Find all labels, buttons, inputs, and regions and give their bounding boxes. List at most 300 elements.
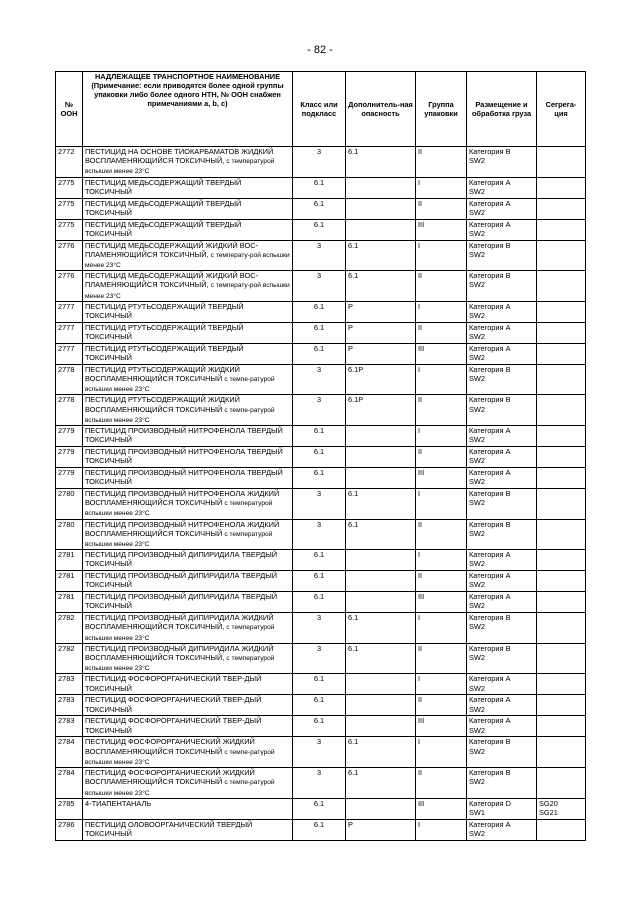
stowage-code: SW2 [469, 186, 486, 196]
page-number: - 82 - [307, 44, 333, 56]
segregation-cell [537, 819, 586, 840]
table-row [56, 364, 586, 395]
table-row [56, 643, 586, 674]
packing-group-cell: I [416, 550, 467, 571]
un-number-cell: 2778 [56, 395, 83, 426]
un-number-cell: 2780 [56, 519, 83, 550]
proper-name-text: ПЕСТИЦИД НА ОСНОВЕ ТИОКАРБАМАТОВ ЖИДКИЙ ВОСПЛАМЕНЯЮЩИЙСЯ ТОКСИЧНЫЙ, [85, 147, 274, 166]
proper-name-text: ПЕСТИЦИД ПРОИЗВОДНЫЙ НИТРОФЕНОЛА ТВЕРДЫЙ ТОКСИЧНЫЙ [85, 426, 283, 445]
packing-group-cell: II [416, 271, 467, 302]
stowage-category: Категория A [469, 468, 511, 478]
class-cell: 3 [293, 643, 346, 674]
stowage-category: Категория A [469, 592, 511, 602]
proper-name-text: ПЕСТИЦИД ФОСФОРОРГАНИЧЕСКИЙ ЖИДКИЙ ВОСПЛАМЕНЯЮЩИЙСЯ ТОКСИЧНЫЙ [85, 737, 255, 756]
segregation-cell [537, 447, 586, 468]
un-number-cell: 2775 [56, 177, 83, 198]
table-row [56, 147, 586, 178]
header-proper-name-note: (Примечание: если приводятся более одной группы упаковки либо более одного НТН, № ООН снабжен примечаниями a, b, c) [91, 81, 284, 108]
packing-group-cell: I [416, 240, 467, 271]
proper-name-text: ПЕСТИЦИД ПРОИЗВОДНЫЙ ДИПИРИДИЛА ТВЕРДЫЙ ТОКСИЧНЫЙ [85, 571, 278, 590]
class-cell: 6.1 [293, 592, 346, 613]
packing-group-cell: I [416, 674, 467, 695]
class-cell: 3 [293, 613, 346, 644]
subsidiary-risk-cell [346, 426, 416, 447]
proper-name-cell [83, 716, 293, 737]
class-cell: 3 [293, 240, 346, 271]
segregation-cell [537, 571, 586, 592]
stowage-code: SW2 [469, 528, 486, 538]
un-number-cell: 2783 [56, 674, 83, 695]
stowage-code: SW2 [469, 601, 486, 611]
subsidiary-risk-cell [346, 447, 416, 468]
packing-group-cell: I [416, 489, 467, 520]
stowage-category: Категория B [469, 147, 511, 156]
un-number-cell: 2786 [56, 819, 83, 840]
subsidiary-risk-cell: 6.1 [346, 147, 416, 178]
stowage-category: Категория A [469, 819, 511, 829]
class-cell: 3 [293, 489, 346, 520]
stowage-category: Категория A [469, 716, 511, 726]
packing-group-cell: II [416, 768, 467, 799]
segregation-cell [537, 737, 586, 768]
class-cell: 6.1 [293, 177, 346, 198]
table-row [56, 674, 586, 695]
segregation-cell [537, 674, 586, 695]
table-row [56, 613, 586, 644]
stowage-code: SW2 [469, 777, 486, 787]
packing-group-cell: II [416, 695, 467, 716]
flash-point-note: с темпе-ратурой вспышки менее 23°С [85, 779, 275, 797]
packing-group-cell: II [416, 447, 467, 468]
flash-point-note: с температу-рой вспышки менее 23°С [85, 251, 290, 270]
stowage-cell [467, 426, 537, 447]
proper-name-cell [83, 322, 293, 343]
stowage-category: Категория A [469, 219, 511, 229]
subsidiary-risk-cell: 6.1 [346, 737, 416, 768]
flash-point-note: с температурой вспышки менее 23°С [85, 655, 275, 673]
table-body [56, 147, 586, 841]
subsidiary-risk-cell: P [346, 819, 416, 840]
stowage-code: SW2 [469, 725, 486, 735]
subsidiary-risk-cell [346, 695, 416, 716]
stowage-category: Категория B [469, 395, 511, 405]
un-number-cell: 2779 [56, 426, 83, 447]
un-number-cell: 2779 [56, 468, 83, 489]
table-row [56, 426, 586, 447]
table-row [56, 798, 586, 819]
packing-group-cell: III [416, 219, 467, 240]
segregation-cell [537, 395, 586, 426]
stowage-category: Категория B [469, 768, 511, 778]
stowage-code: SW2 [469, 228, 486, 238]
stowage-code: SW2 [469, 207, 486, 217]
table-row [56, 768, 586, 799]
class-cell: 6.1 [293, 695, 346, 716]
stowage-code: SW2 [469, 311, 486, 321]
segregation-cell [537, 147, 586, 178]
flash-point-note: с темпе-ратурой вспышки менее 23°С [85, 748, 275, 766]
table-row [56, 177, 586, 198]
header-class: Класс или подкласс [293, 72, 346, 147]
proper-name-text: ПЕСТИЦИД ФОСФОРОРГАНИЧЕСКИЙ ТВЕР-ДЫЙ ТОКСИЧНЫЙ [85, 716, 262, 735]
stowage-category: Категория B [469, 240, 511, 250]
segregation-cell [537, 240, 586, 271]
stowage-cell [467, 571, 537, 592]
un-number-cell: 2781 [56, 550, 83, 571]
stowage-cell [467, 219, 537, 240]
segregation-cell [537, 177, 586, 198]
proper-name-text: ПЕСТИЦИД ПРОИЗВОДНЫЙ ДИПИРИДИЛА ЖИДКИЙ ВОСПЛАМЕНЯЮЩИЙСЯ ТОКСИЧНЫЙ, [85, 613, 274, 632]
stowage-category: Категория B [469, 737, 511, 747]
stowage-code: SW2 [469, 280, 486, 290]
stowage-cell [467, 550, 537, 571]
class-cell: 6.1 [293, 219, 346, 240]
subsidiary-risk-cell [346, 798, 416, 819]
proper-name-text: ПЕСТИЦИД ОЛОВООРГАНИЧЕСКИЙ ТВЕРДЫЙ ТОКСИЧНЫЙ [85, 819, 253, 838]
stowage-cell [467, 301, 537, 322]
subsidiary-risk-cell: 6.1 [346, 489, 416, 520]
proper-name-text: ПЕСТИЦИД ФОСФОРОРГАНИЧЕСКИЙ ТВЕР-ДЫЙ ТОКСИЧНЫЙ [85, 695, 262, 714]
stowage-code: SW2 [469, 353, 486, 363]
un-number-cell: 2776 [56, 271, 83, 302]
packing-group-cell: I [416, 426, 467, 447]
segregation-cell [537, 489, 586, 520]
subsidiary-risk-cell [346, 674, 416, 695]
flash-point-note: с температурой вспышки менее 23°С [85, 158, 275, 176]
stowage-code: SW2 [469, 332, 486, 342]
proper-name-cell [83, 177, 293, 198]
segregation-cell [537, 271, 586, 302]
subsidiary-risk-cell [346, 592, 416, 613]
proper-name-text: ПЕСТИЦИД ПРОИЗВОДНЫЙ НИТРОФЕНОЛА ЖИДКИЙ ВОСПЛАМЕНЯЮЩИЙСЯ ТОКСИЧНЫЙ [85, 489, 280, 508]
class-cell: 3 [293, 768, 346, 799]
packing-group-cell: II [416, 519, 467, 550]
segregation-cell [537, 468, 586, 489]
un-number-cell: 2777 [56, 343, 83, 364]
un-number-cell: 2783 [56, 695, 83, 716]
proper-name-cell [83, 695, 293, 716]
packing-group-cell: II [416, 571, 467, 592]
proper-name-text: 4-ТИАПЕНТАНАЛЬ [85, 798, 152, 808]
segregation-cell [537, 198, 586, 219]
segregation-cell [537, 768, 586, 799]
segregation-code-2: SG21 [539, 807, 558, 817]
stowage-code: SW2 [469, 704, 486, 714]
stowage-code: SW2 [469, 622, 486, 632]
segregation-cell [537, 426, 586, 447]
stowage-category: Категория A [469, 674, 511, 684]
subsidiary-risk-cell [346, 219, 416, 240]
header-subsidiary-risk: Дополнитель-ная опасность [346, 72, 416, 147]
stowage-code: SW2 [469, 559, 486, 569]
table-row [56, 571, 586, 592]
un-number-cell: 2784 [56, 768, 83, 799]
subsidiary-risk-cell [346, 550, 416, 571]
subsidiary-risk-cell: 6.1 [346, 519, 416, 550]
proper-name-cell [83, 674, 293, 695]
stowage-cell [467, 613, 537, 644]
table-row [56, 219, 586, 240]
segregation-cell [537, 550, 586, 571]
stowage-cell [467, 240, 537, 271]
stowage-cell [467, 695, 537, 716]
subsidiary-risk-cell [346, 177, 416, 198]
class-cell: 6.1 [293, 716, 346, 737]
subsidiary-risk-cell [346, 198, 416, 219]
un-number-cell: 2782 [56, 613, 83, 644]
subsidiary-risk-cell: 6.1P [346, 395, 416, 426]
segregation-cell [537, 798, 586, 819]
proper-name-cell [83, 219, 293, 240]
proper-name-text: ПЕСТИЦИД МЕДЬСОДЕРЖАЩИЙ ЖИДКИЙ ВОС-ПЛАМЕНЯЮЩИЙСЯ ТОКСИЧНЫЙ, [85, 271, 259, 290]
stowage-code: SW2 [469, 746, 486, 756]
un-number-cell: 2778 [56, 364, 83, 395]
segregation-cell [537, 592, 586, 613]
subsidiary-risk-cell: 6.1 [346, 613, 416, 644]
segregation-cell [537, 322, 586, 343]
packing-group-cell: III [416, 592, 467, 613]
packing-group-cell: I [416, 177, 467, 198]
packing-group-cell: III [416, 716, 467, 737]
stowage-cell [467, 716, 537, 737]
stowage-category: Категория A [469, 301, 511, 311]
proper-name-text: ПЕСТИЦИД РТУТЬСОДЕРЖАЩИЙ ТВЕРДЫЙ ТОКСИЧНЫЙ [85, 301, 244, 321]
proper-name-cell [83, 271, 293, 302]
stowage-cell [467, 489, 537, 520]
packing-group-cell: II [416, 147, 467, 178]
proper-name-cell [83, 819, 293, 840]
class-cell: 6.1 [293, 798, 346, 819]
subsidiary-risk-cell: P [346, 301, 416, 322]
header-proper-name-title: НАДЛЕЖАЩЕЕ ТРАНСПОРТНОЕ НАИМЕНОВАНИЕ [94, 72, 281, 81]
stowage-code: SW2 [469, 374, 486, 384]
proper-name-text: ПЕСТИЦИД ПРОИЗВОДНЫЙ ДИПИРИДИЛА ТВЕРДЫЙ ТОКСИЧНЫЙ [85, 550, 278, 569]
subsidiary-risk-cell: P [346, 322, 416, 343]
table-row [56, 395, 586, 426]
stowage-category: Категория A [469, 322, 511, 332]
stowage-cell [467, 395, 537, 426]
table-row [56, 489, 586, 520]
un-number-cell: 2780 [56, 489, 83, 520]
segregation-cell [537, 364, 586, 395]
table-row [56, 519, 586, 550]
flash-point-note: с температурой вспышки менее 23°С [85, 530, 273, 549]
proper-name-cell [83, 198, 293, 219]
segregation-cell [537, 695, 586, 716]
stowage-code: SW2 [469, 498, 486, 508]
un-number-cell: 2782 [56, 643, 83, 674]
stowage-cell [467, 364, 537, 395]
un-number-cell: 2776 [56, 240, 83, 271]
stowage-cell [467, 177, 537, 198]
stowage-cell [467, 198, 537, 219]
stowage-cell [467, 819, 537, 840]
stowage-code: SW2 [469, 653, 486, 663]
proper-name-cell [83, 447, 293, 468]
class-cell: 6.1 [293, 301, 346, 322]
stowage-cell [467, 674, 537, 695]
stowage-category: Категория B [469, 489, 511, 499]
stowage-cell [467, 737, 537, 768]
dangerous-goods-table [55, 71, 586, 841]
class-cell: 6.1 [293, 198, 346, 219]
header-un-number: № ООН [56, 72, 83, 147]
table-row [56, 301, 586, 322]
class-cell: 6.1 [293, 550, 346, 571]
un-number-cell: 2785 [56, 798, 83, 819]
flash-point-note: с температурой вспышки менее 23°С [85, 624, 275, 642]
header-stowage: Размещение и обработка груза [467, 72, 537, 147]
stowage-category: Категория B [469, 364, 511, 374]
proper-name-text: ПЕСТИЦИД ФОСФОРОРГАНИЧЕСКИЙ ЖИДКИЙ ВОСПЛАМЕНЯЮЩИЙСЯ ТОКСИЧНЫЙ [85, 768, 255, 787]
proper-name-text: ПЕСТИЦИД РТУТЬСОДЕРЖАЩИЙ ЖИДКИЙ ВОСПЛАМЕНЯЮЩИЙСЯ ТОКСИЧНЫЙ [85, 364, 240, 384]
packing-group-cell: III [416, 798, 467, 819]
class-cell: 6.1 [293, 426, 346, 447]
table-row [56, 819, 586, 840]
stowage-category: Категория A [469, 695, 511, 705]
table-row [56, 592, 586, 613]
class-cell: 3 [293, 364, 346, 395]
stowage-category: Категория A [469, 550, 511, 560]
class-cell: 3 [293, 271, 346, 302]
segregation-cell [537, 716, 586, 737]
packing-group-cell: I [416, 819, 467, 840]
table-row [56, 716, 586, 737]
proper-name-cell [83, 519, 293, 550]
segregation-cell [537, 613, 586, 644]
proper-name-text: ПЕСТИЦИД ПРОИЗВОДНЫЙ НИТРОФЕНОЛА ЖИДКИЙ ВОСПЛАМЕНЯЮЩИЙСЯ ТОКСИЧНЫЙ [85, 519, 280, 538]
proper-name-text: ПЕСТИЦИД МЕДЬСОДЕРЖАЩИЙ ТВЕРДЫЙ ТОКСИЧНЫЙ [85, 177, 242, 196]
table-row [56, 447, 586, 468]
subsidiary-risk-cell [346, 716, 416, 737]
stowage-category: Категория B [469, 519, 511, 529]
stowage-category: Категория A [469, 177, 511, 187]
packing-group-cell: I [416, 737, 467, 768]
table-row [56, 271, 586, 302]
stowage-category: Категория A [469, 571, 511, 581]
subsidiary-risk-cell: 6.1 [346, 271, 416, 302]
stowage-category: Категория D [469, 798, 511, 808]
stowage-cell [467, 798, 537, 819]
proper-name-cell [83, 240, 293, 271]
proper-name-cell [83, 426, 293, 447]
proper-name-cell [83, 147, 293, 178]
header-packing-group: Группа упаковки [416, 72, 467, 147]
proper-name-text: ПЕСТИЦИД ФОСФОРОРГАНИЧЕСКИЙ ТВЕР-ДЫЙ ТОКСИЧНЫЙ [85, 674, 262, 693]
proper-name-cell [83, 301, 293, 322]
stowage-cell [467, 447, 537, 468]
un-number-cell: 2783 [56, 716, 83, 737]
class-cell: 6.1 [293, 571, 346, 592]
proper-name-cell [83, 550, 293, 571]
header-segregation: Сегрега-ция [537, 72, 586, 147]
table-row [56, 322, 586, 343]
packing-group-cell: II [416, 643, 467, 674]
segregation-cell [537, 343, 586, 364]
un-number-cell: 2775 [56, 198, 83, 219]
stowage-code: SW2 [469, 477, 486, 487]
table-row [56, 468, 586, 489]
proper-name-cell [83, 768, 293, 799]
stowage-code: SW1 [469, 807, 486, 817]
stowage-category: Категория A [469, 343, 511, 353]
proper-name-cell [83, 364, 293, 395]
un-number-cell: 2781 [56, 571, 83, 592]
un-number-cell: 2772 [56, 147, 83, 178]
header-proper-name [83, 72, 293, 147]
flash-point-note: с темпе-ратурой вспышки менее 23°С [85, 376, 275, 394]
proper-name-cell [83, 571, 293, 592]
proper-name-text: ПЕСТИЦИД МЕДЬСОДЕРЖАЩИЙ ТВЕРДЫЙ ТОКСИЧНЫЙ [85, 219, 242, 238]
stowage-cell [467, 271, 537, 302]
stowage-cell [467, 643, 537, 674]
table-row [56, 737, 586, 768]
stowage-cell [467, 343, 537, 364]
proper-name-cell [83, 798, 293, 819]
flash-point-note: с темпе-ратурой вспышки менее 23°С [85, 406, 275, 424]
packing-group-cell: III [416, 343, 467, 364]
class-cell: 6.1 [293, 447, 346, 468]
stowage-code: SW2 [469, 828, 486, 838]
stowage-cell [467, 519, 537, 550]
proper-name-text: ПЕСТИЦИД МЕДЬСОДЕРЖАЩИЙ ЖИДКИЙ ВОС-ПЛАМЕНЯЮЩИЙСЯ ТОКСИЧНЫЙ, [85, 240, 259, 259]
packing-group-cell: I [416, 613, 467, 644]
proper-name-cell [83, 489, 293, 520]
proper-name-text: ПЕСТИЦИД ПРОИЗВОДНЫЙ ДИПИРИДИЛА ТВЕРДЫЙ ТОКСИЧНЫЙ [85, 592, 278, 611]
proper-name-cell [83, 395, 293, 426]
stowage-cell [467, 468, 537, 489]
class-cell: 6.1 [293, 468, 346, 489]
segregation-cell [537, 301, 586, 322]
class-cell: 6.1 [293, 322, 346, 343]
un-number-cell: 2777 [56, 301, 83, 322]
stowage-category: Категория B [469, 271, 511, 281]
proper-name-text: ПЕСТИЦИД РТУТЬСОДЕРЖАЩИЙ ЖИДКИЙ ВОСПЛАМЕНЯЮЩИЙСЯ ТОКСИЧНЫЙ [85, 395, 240, 414]
stowage-code: SW2 [469, 456, 486, 466]
proper-name-text: ПЕСТИЦИД ПРОИЗВОДНЫЙ НИТРОФЕНОЛА ТВЕРДЫЙ ТОКСИЧНЫЙ [85, 447, 283, 466]
stowage-cell [467, 322, 537, 343]
subsidiary-risk-cell: 6.1 [346, 643, 416, 674]
proper-name-cell [83, 643, 293, 674]
table-row [56, 240, 586, 271]
proper-name-cell [83, 343, 293, 364]
flash-point-note: с температурой вспышки менее 23°С [85, 500, 273, 518]
flash-point-note: с температу-рой вспышки менее 23°С [85, 282, 290, 300]
subsidiary-risk-cell: 6.1 [346, 240, 416, 271]
proper-name-cell [83, 613, 293, 644]
subsidiary-risk-cell: 6.1 [346, 768, 416, 799]
stowage-category: Категория B [469, 613, 511, 623]
class-cell: 6.1 [293, 674, 346, 695]
proper-name-cell [83, 737, 293, 768]
proper-name-text: ПЕСТИЦИД РТУТЬСОДЕРЖАЩИЙ ТВЕРДЫЙ ТОКСИЧНЫЙ [85, 322, 244, 342]
class-cell: 3 [293, 519, 346, 550]
stowage-cell [467, 592, 537, 613]
stowage-cell [467, 768, 537, 799]
stowage-code: SW2 [469, 435, 486, 445]
proper-name-text: ПЕСТИЦИД ПРОИЗВОДНЫЙ ДИПИРИДИЛА ЖИДКИЙ ВОСПЛАМЕНЯЮЩИЙСЯ ТОКСИЧНЫЙ, [85, 643, 274, 663]
un-number-cell: 2779 [56, 447, 83, 468]
stowage-code: SW2 [469, 683, 486, 693]
subsidiary-risk-cell: 6.1P [346, 364, 416, 395]
class-cell: 6.1 [293, 819, 346, 840]
packing-group-cell: II [416, 198, 467, 219]
proper-name-text: ПЕСТИЦИД МЕДЬСОДЕРЖАЩИЙ ТВЕРДЫЙ ТОКСИЧНЫЙ [85, 198, 242, 217]
packing-group-cell: III [416, 468, 467, 489]
un-number-cell: 2777 [56, 322, 83, 343]
stowage-category: Категория A [469, 426, 511, 436]
un-number-cell: 2784 [56, 737, 83, 768]
